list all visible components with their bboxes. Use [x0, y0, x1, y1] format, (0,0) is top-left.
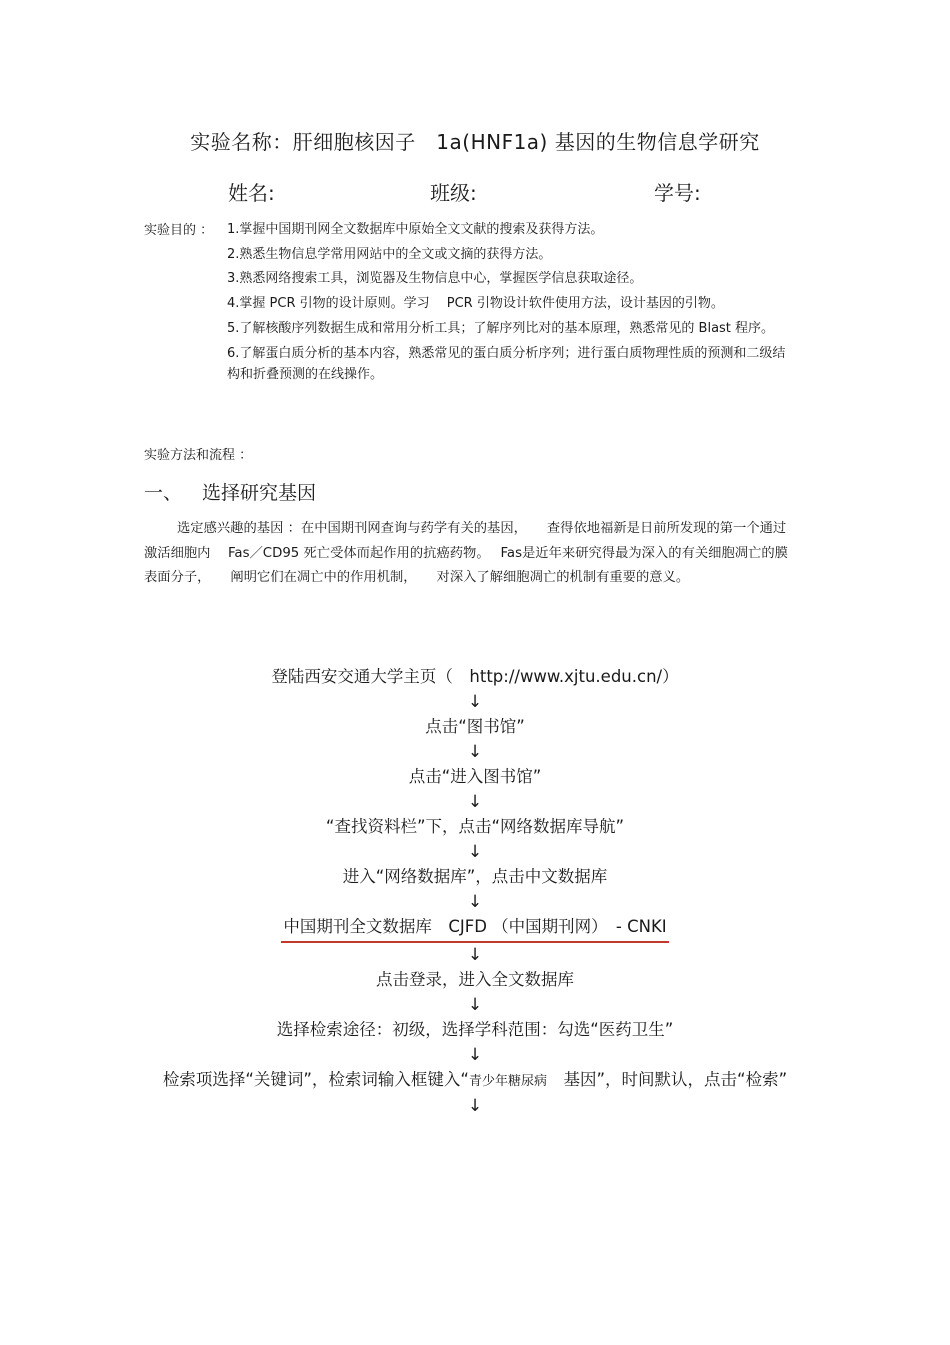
search-step-part-a: 检索项选择“关键词”，检索词输入框键入“ [162, 1070, 469, 1089]
section-title: 选择研究基因 [202, 482, 317, 504]
flow-step: 选择检索途径：初级，选择学科范围：勾选“医药卫生” [276, 1020, 674, 1039]
class-label: 班级: [430, 181, 477, 205]
flow-step-search [0, 1067, 950, 1094]
down-arrow-icon: ↓ [467, 1096, 483, 1116]
down-arrow-icon: ↓ [467, 1045, 483, 1065]
flow-step: “查找资料栏”下，点击“网络数据库导航” [325, 817, 625, 836]
gene-paragraph: 选定感兴趣的基因 ：在中国期刊网查询与药学有关的基因， 查得依地福新是日前所发现的第一个通过激活细胞内 Fas／CD95 死亡受体而起作用的抗癌药物。 Fas是近年来研究得最为深入的有关细胞凋亡的膜表面分子， 阐明它们在凋亡中的作用机制， 对深入了解细胞凋亡的机制有重要的意义。 [144, 521, 788, 585]
flow-step: 登陆西安交通大学主页（ http://www.xjtu.edu.cn/） [271, 667, 679, 686]
down-arrow-icon: ↓ [467, 742, 483, 762]
experiment-title: 实验名称：肝细胞核因子 1a(HNF1a) 基因的生物信息学研究 [190, 130, 760, 154]
objectives-label: 实验目的 ： [144, 223, 214, 238]
methods-label: 实验方法和流程 ： [144, 448, 253, 463]
down-arrow-icon: ↓ [467, 792, 483, 812]
down-arrow-icon: ↓ [467, 692, 483, 712]
down-arrow-icon: ↓ [467, 892, 483, 912]
section-heading [144, 478, 316, 505]
cnki-database-text: 中国期刊全文数据库 CJFD （中国期刊网） - CNKI [281, 914, 668, 943]
flow-step: 点击登录，进入全文数据库 [376, 970, 574, 989]
down-arrow-icon: ↓ [467, 995, 483, 1015]
objective-item: 4.掌握 PCR 引物的设计原则。学习 PCR 引物设计软件使用方法，设计基因的引物。 [227, 295, 724, 311]
search-step-part-b: 基因”，时间默认，点击“检索” [547, 1070, 788, 1089]
down-arrow-icon: ↓ [467, 842, 483, 862]
student-id-label: 学号: [654, 181, 701, 205]
flow-step: 点击“进入图书馆” [408, 767, 542, 786]
search-step-text [145, 1068, 805, 1094]
procedure-flowchart [0, 664, 950, 1118]
objective-item: 6.了解蛋白质分析的基本内容，熟悉常见的蛋白质分析序列；进行蛋白质物理性质的预测和二级结构和折叠预测的在线操作。 [227, 345, 786, 382]
down-arrow-icon: ↓ [467, 945, 483, 965]
objective-item: 2.熟悉生物信息学常用网站中的全文或文摘的获得方法。 [227, 246, 552, 262]
objectives-list [227, 219, 787, 389]
search-keyword: 青少年糖尿病 [468, 1074, 547, 1089]
section-number: 一、 [144, 482, 183, 504]
flow-step: 点击“图书馆” [425, 717, 525, 736]
objective-item: 1.掌握中国期刊网全文数据库中原始全文文献的搜索及获得方法。 [227, 222, 604, 237]
name-label: 姓名: [228, 181, 275, 205]
objective-item: 5.了解核酸序列数据生成和常用分析工具；了解序列比对的基本原理，熟悉常见的 Blast 程序。 [227, 320, 775, 336]
flow-step-highlighted [0, 914, 950, 943]
flow-step: 进入“网络数据库”，点击中文数据库 [342, 867, 608, 886]
objective-item: 3.熟悉网络搜索工具，浏览器及生物信息中心，掌握医学信息获取途径。 [227, 271, 643, 286]
